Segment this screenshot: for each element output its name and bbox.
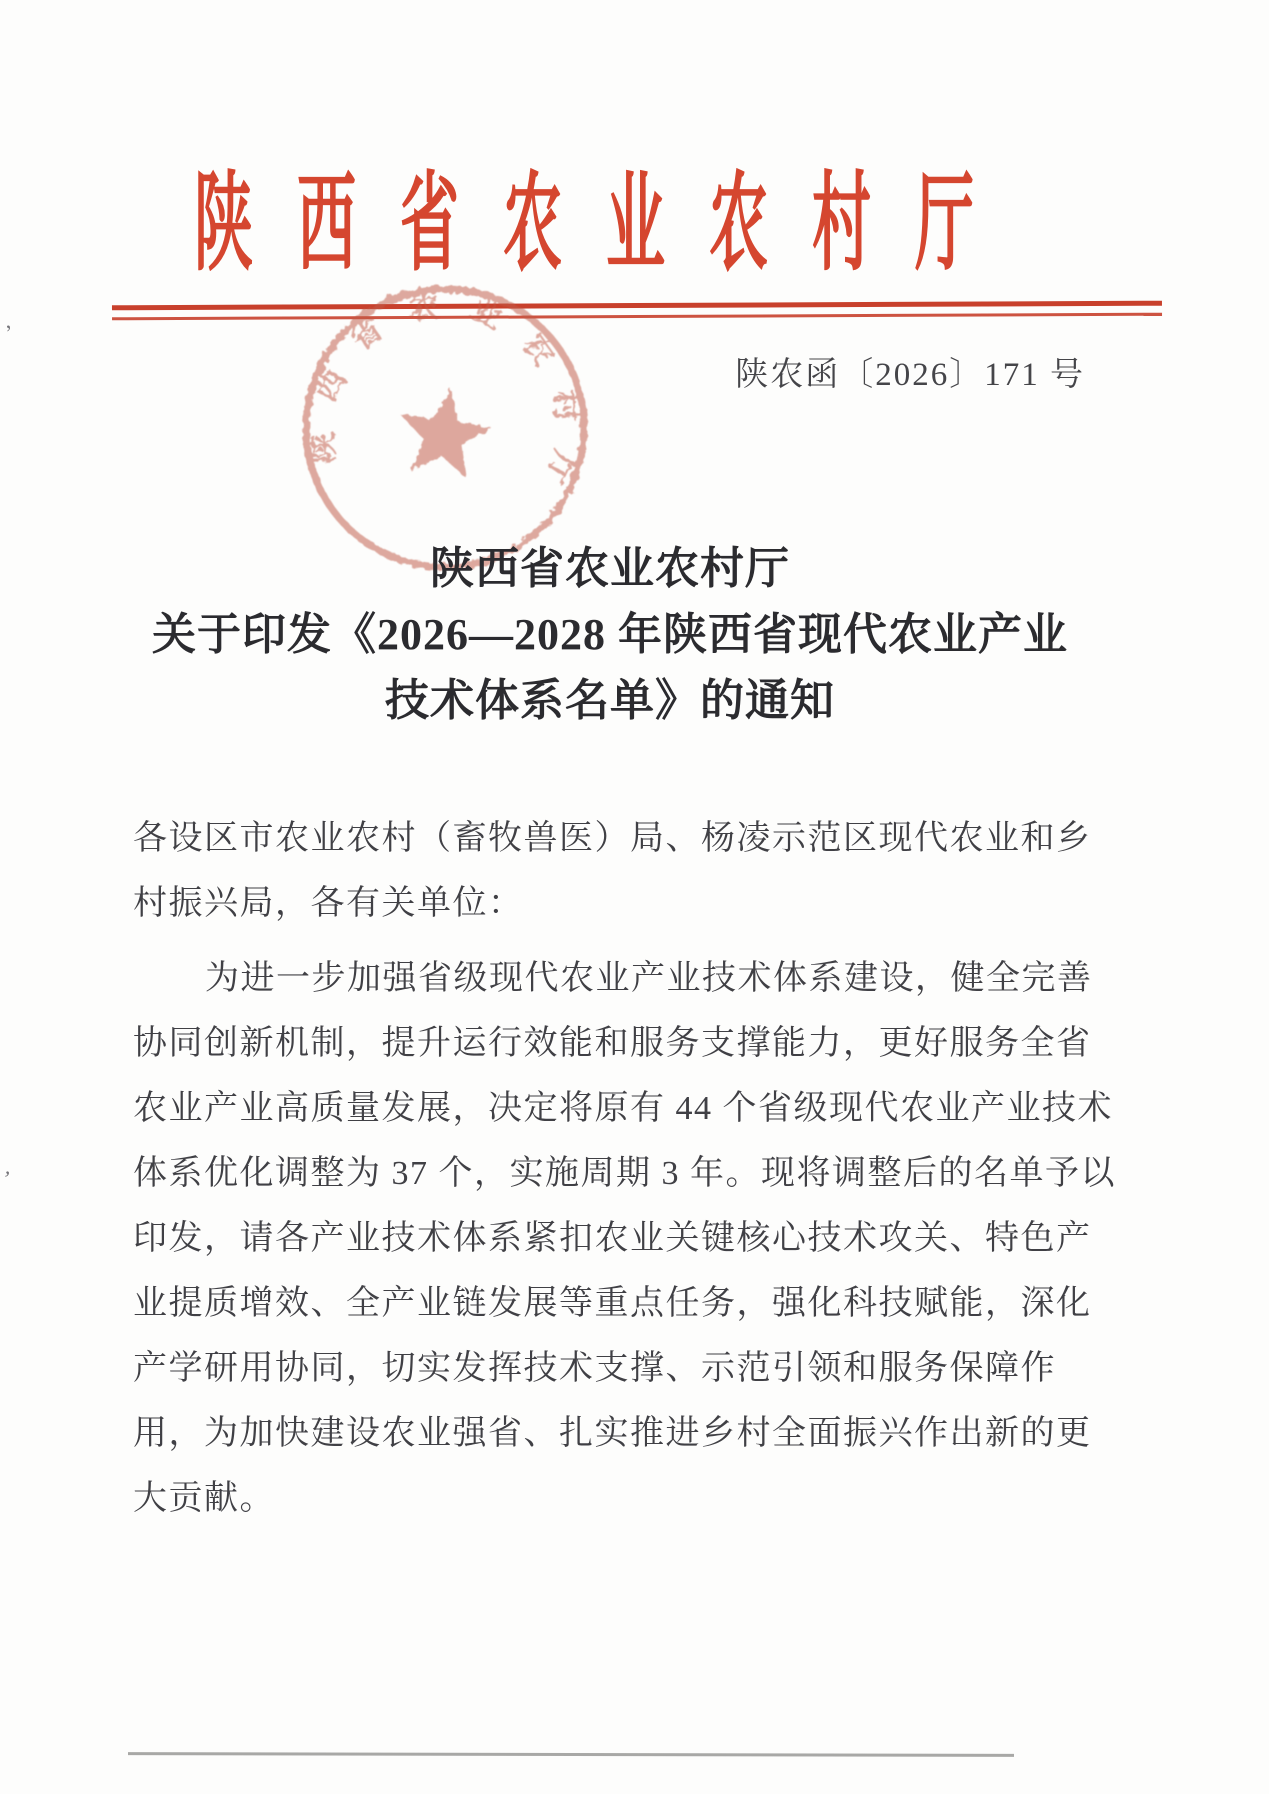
body-line: 协同创新机制，提升运行效能和服务支撑能力，更好服务全省 (133, 1025, 1092, 1062)
title-line-1: 陕西省农业农村厅 (430, 544, 790, 593)
star-icon (393, 382, 496, 481)
salutation-line: 各设区市农业农村（畜牧兽医）局、杨凌示范区现代农业和乡 (133, 820, 1092, 857)
body-line: 业提质增效、全产业链发展等重点任务，强化科技赋能，深化 (133, 1285, 1092, 1322)
scan-artifact-speck: ’ (1, 1165, 13, 1192)
seal-arc-text: 陕西省农业农村厅 (303, 287, 587, 515)
body-line: 大贡献。 (133, 1480, 275, 1517)
body-line: 农业产业高质量发展，决定将原有 44 个省级现代农业产业技术 (133, 1090, 1113, 1127)
salutation-line: 村振兴局，各有关单位： (133, 885, 524, 922)
scan-artifact-bottom-line (128, 1752, 1014, 1757)
body-line: 印发，请各产业技术体系紧扣农业关键核心技术攻关、特色产 (133, 1220, 1092, 1257)
body-line: 用，为加快建设农业强省、扎实推进乡村全面振兴作出新的更 (133, 1415, 1092, 1452)
letterhead-title: 陕西省农业农村厅 (193, 163, 1018, 284)
body-line: 体系优化调整为 37 个，实施周期 3 年。现将调整后的名单予以 (133, 1155, 1116, 1192)
document-body (133, 806, 1116, 1531)
body-line: 产学研用协同，切实发挥技术支撑、示范引领和服务保障作 (133, 1350, 1056, 1387)
body-line: 为进一步加强省级现代农业产业技术体系建设，健全完善 (205, 960, 1093, 997)
document-title (130, 536, 1090, 734)
document-number: 陕农函〔2026〕171 号 (735, 357, 1085, 393)
title-line-3: 技术体系名单》的通知 (385, 676, 835, 725)
scan-artifact-speck: ’ (3, 319, 16, 346)
title-line-2: 关于印发《2026—2028 年陕西省现代农业产业 (152, 610, 1068, 659)
letterhead-divider (112, 301, 1162, 320)
